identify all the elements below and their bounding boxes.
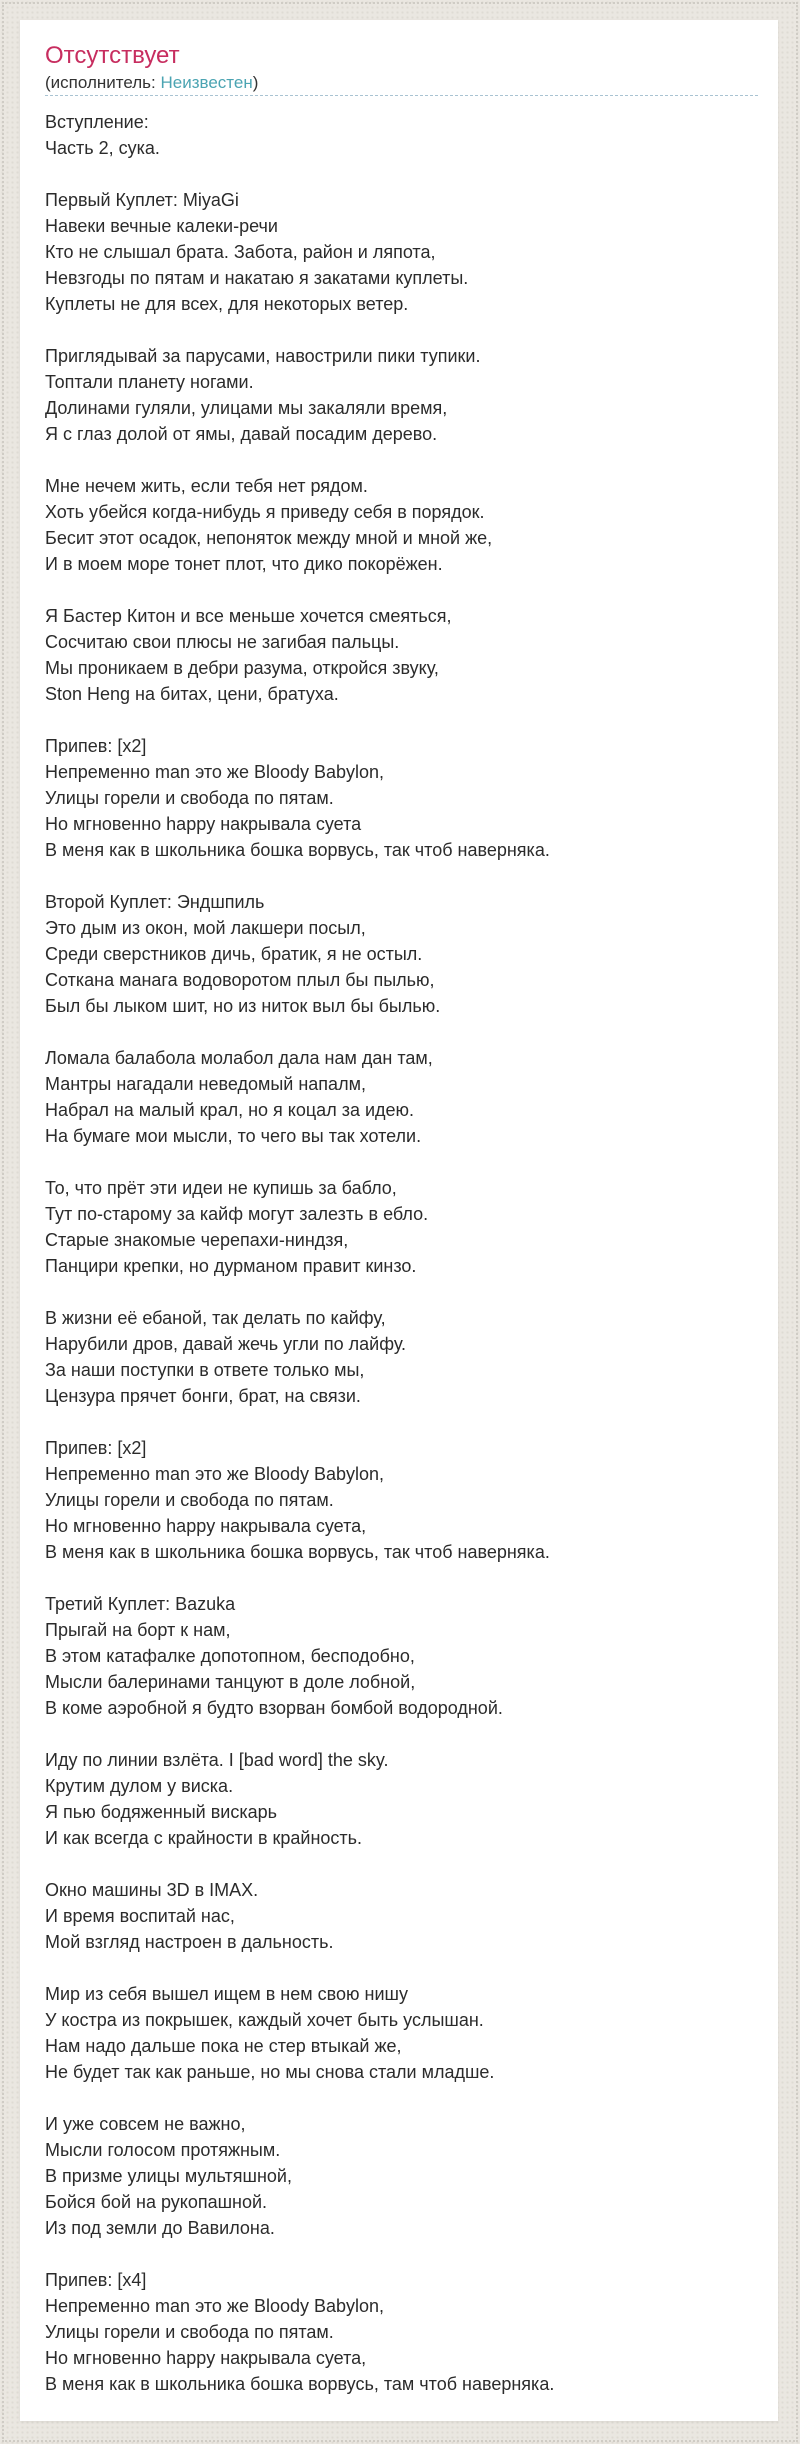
lyric-line: Куплеты не для всех, для некоторых ветер. [45, 294, 409, 314]
lyric-line: Я с глаз долой от ямы, давай посадим дерево. [45, 424, 438, 444]
lyric-line: Старые знакомые черепахи-ниндзя, [45, 1230, 349, 1250]
lyric-line: Я пью бодяженный вискарь [45, 1802, 278, 1822]
lyric-line: Это дым из окон, мой лакшери посыл, [45, 918, 366, 938]
lyric-line: Нам надо дальше пока не стер втыкай же, [45, 2036, 402, 2056]
stanza [45, 2267, 758, 2397]
lyric-line: Первый Куплет: MiyaGi [45, 190, 239, 210]
lyric-line: Приглядывай за парусами, навострили пики тупики. [45, 346, 481, 366]
lyric-line: В меня как в школьника бошка ворвусь, так чтоб наверняка. [45, 1542, 550, 1562]
lyric-line: В жизни её ебаной, так делать по кайфу, [45, 1308, 386, 1328]
lyric-line: Ston Heng на битах, цени, братуха. [45, 684, 339, 704]
lyric-line: Ломала балабола молабол дала нам дан там, [45, 1048, 433, 1068]
stanza [45, 109, 758, 161]
lyric-line: Вступление: [45, 112, 149, 132]
lyric-line: Нарубили дров, давай жечь угли по лайфу. [45, 1334, 407, 1354]
stanza [45, 1747, 758, 1851]
lyric-line: Непременно man это же Bloody Babylon, [45, 1464, 385, 1484]
lyric-line: Долинами гуляли, улицами мы закаляли время, [45, 398, 448, 418]
lyric-line: Улицы горели и свобода по пятам. [45, 2322, 334, 2342]
lyric-line: Тут по-старому за кайф могут залезть в ебло. [45, 1204, 429, 1224]
lyric-line: Соткана манага водоворотом плыл бы пылью, [45, 970, 435, 990]
lyric-line: В призме улицы мультяшной, [45, 2166, 292, 2186]
lyric-line: То, что прёт эти идеи не купишь за бабло, [45, 1178, 397, 1198]
lyric-line: И уже совсем не важно, [45, 2114, 246, 2134]
lyric-line: Панцири крепки, но дурманом правит кинзо. [45, 1256, 417, 1276]
lyric-line: Топтали планету ногами. [45, 372, 254, 392]
lyric-line: Но мгновенно happy накрывала суета, [45, 2348, 367, 2368]
lyric-line: Припев: [x2] [45, 736, 147, 756]
lyric-line: В меня как в школьника бошка ворвусь, так чтоб наверняка. [45, 840, 550, 860]
stanza [45, 733, 758, 863]
lyric-line: У костра из покрышек, каждый хочет быть услышан. [45, 2010, 484, 2030]
lyric-line: Улицы горели и свобода по пятам. [45, 1490, 334, 1510]
lyric-line: Крутим дулом у виска. [45, 1776, 234, 1796]
lyric-line: Мне нечем жить, если тебя нет рядом. [45, 476, 368, 496]
lyric-line: Мантры нагадали неведомый напалм, [45, 1074, 366, 1094]
stanza [45, 473, 758, 577]
stanza [45, 343, 758, 447]
lyric-line: Невзгоды по пятам и накатаю я закатами куплеты. [45, 268, 469, 288]
lyric-line: И как всегда с крайности в крайность. [45, 1828, 363, 1848]
lyric-line: Мир из себя вышел ищем в нем свою нишу [45, 1984, 408, 2004]
lyric-line: Мысли голосом протяжным. [45, 2140, 281, 2160]
stanza [45, 1435, 758, 1565]
lyric-line: В коме аэробной я будто взорван бомбой водородной. [45, 1698, 503, 1718]
lyric-line: Непременно man это же Bloody Babylon, [45, 762, 385, 782]
lyric-line: Набрал на малый крал, но я коцал за идею. [45, 1100, 415, 1120]
lyric-line: И время воспитай нас, [45, 1906, 235, 1926]
lyric-line: Но мгновенно happy накрывала суета, [45, 1516, 367, 1536]
stanza [45, 187, 758, 317]
lyric-line: Бесит этот осадок, непоняток между мной и мной же, [45, 528, 493, 548]
lyric-line: Мой взгляд настроен в дальность. [45, 1932, 334, 1952]
lyric-line: Окно машины 3D в IMAX. [45, 1880, 259, 1900]
lyric-line: Мысли балеринами танцуют в доле лобной, [45, 1672, 416, 1692]
stanza [45, 1045, 758, 1149]
lyrics-card [20, 20, 778, 2421]
stanza [45, 1981, 758, 2085]
stanza [45, 889, 758, 1019]
lyric-line: Не будет так как раньше, но мы снова стали младше. [45, 2062, 495, 2082]
lyric-line: Часть 2, сука. [45, 138, 160, 158]
page-title: Отсутствует [45, 42, 180, 69]
stanza [45, 2111, 758, 2241]
lyric-line: И в моем море тонет плот, что дико покорёжен. [45, 554, 443, 574]
stanza [45, 603, 758, 707]
lyric-line: В меня как в школьника бошка ворвусь, там чтоб наверняка. [45, 2374, 555, 2394]
lyric-line: Второй Куплет: Эндшпиль [45, 892, 265, 912]
lyric-line: Припев: [x2] [45, 1438, 147, 1458]
stanza [45, 1591, 758, 1721]
lyric-line: В этом катафалке допотопном, бесподобно, [45, 1646, 415, 1666]
lyric-line: На бумаге мои мысли, то чего вы так хотели. [45, 1126, 422, 1146]
artist-link[interactable]: Неизвестен [160, 73, 253, 92]
stanza [45, 1175, 758, 1279]
lyric-line: Кто не слышал брата. Забота, район и ляпота, [45, 242, 436, 262]
lyric-line: Припев: [x4] [45, 2270, 147, 2290]
lyric-line: Из под земли до Вавилона. [45, 2218, 275, 2238]
artist-row [45, 73, 758, 96]
artist-suffix: ) [252, 73, 259, 92]
lyric-line: Мы проникаем в дебри разума, откройся звуку, [45, 658, 439, 678]
lyric-line: Среди сверстников дичь, братик, я не остыл. [45, 944, 423, 964]
lyric-line: Сосчитаю свои плюсы не загибая пальцы. [45, 632, 400, 652]
artist-label: (исполнитель: [45, 73, 156, 92]
lyric-line: Прыгай на борт к нам, [45, 1620, 231, 1640]
stanza [45, 1305, 758, 1409]
lyric-line: Хоть убейся когда-нибудь я приведу себя в порядок. [45, 502, 485, 522]
lyric-line: Цензура прячет бонги, брат, на связи. [45, 1386, 361, 1406]
lyric-line: Бойся бой на рукопашной. [45, 2192, 268, 2212]
lyric-line: Я Бастер Китон и все меньше хочется смеяться, [45, 606, 452, 626]
lyric-line: Но мгновенно happy накрывала суета [45, 814, 362, 834]
lyric-line: Улицы горели и свобода по пятам. [45, 788, 334, 808]
lyric-line: Третий Куплет: Bazuka [45, 1594, 236, 1614]
lyric-line: Иду по линии взлёта. I [bad word] the sky. [45, 1750, 389, 1770]
lyric-line: Был бы лыком шит, но из ниток выл бы былью. [45, 996, 441, 1016]
lyric-line: Навеки вечные калеки-речи [45, 216, 278, 236]
lyric-line: Непременно man это же Bloody Babylon, [45, 2296, 385, 2316]
lyrics-text [45, 109, 758, 2397]
lyric-line: За наши поступки в ответе только мы, [45, 1360, 365, 1380]
stanza [45, 1877, 758, 1955]
